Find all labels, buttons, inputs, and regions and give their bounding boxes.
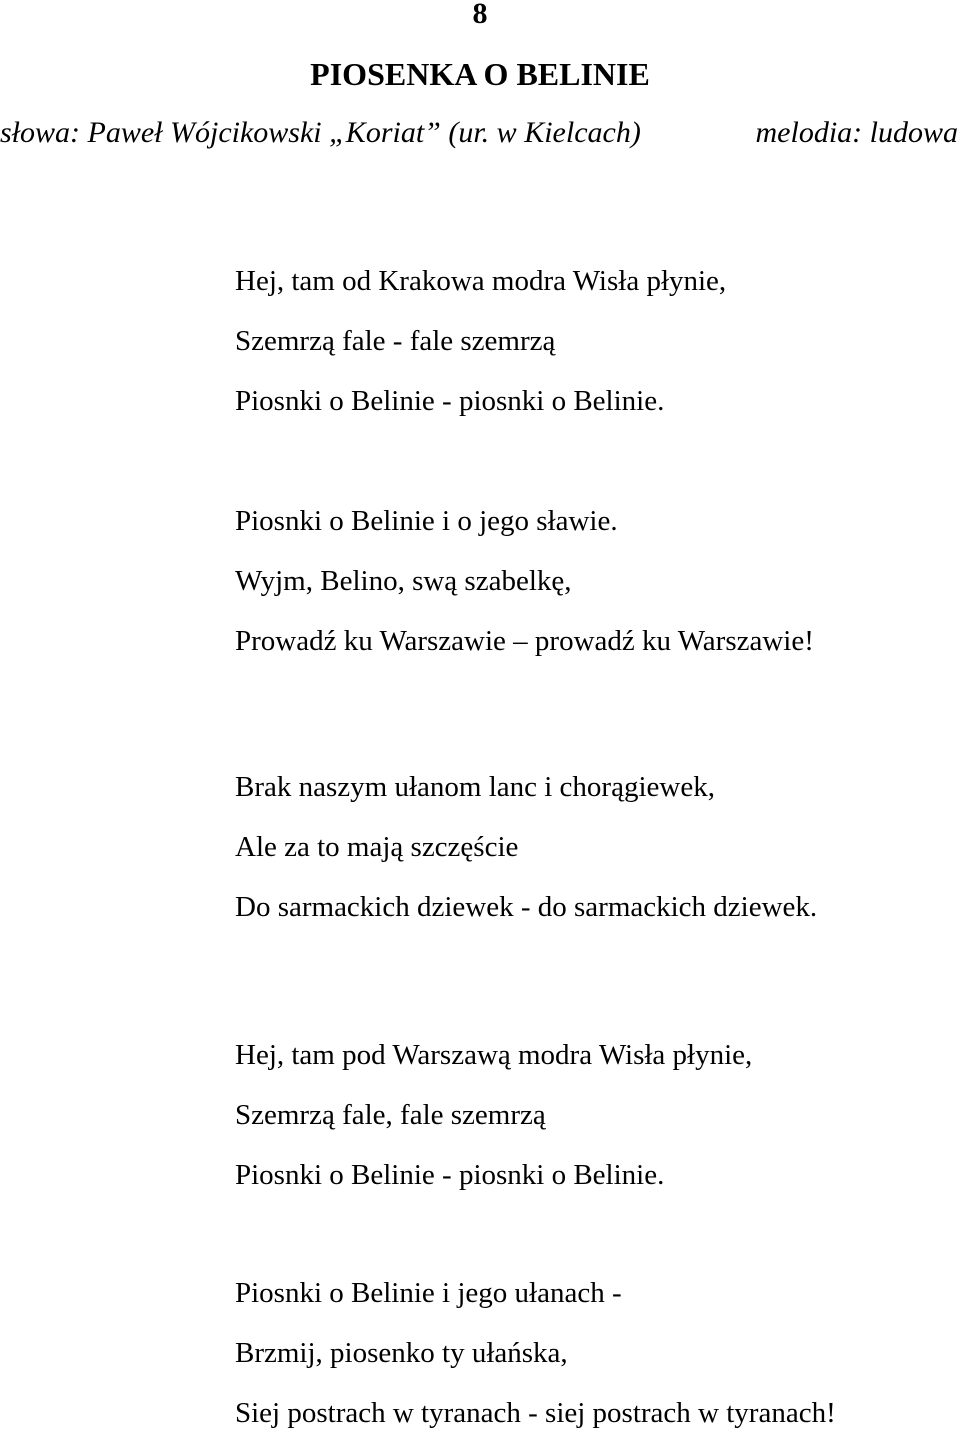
stanza-4 <box>235 1025 752 1205</box>
stanza-3 <box>235 757 817 937</box>
verse-line: Szemrzą fale - fale szemrzą <box>235 325 556 357</box>
verse-line: Wyjm, Belino, swą szabelkę, <box>235 565 572 597</box>
verse-line: Piosnki o Belinie i jego ułanach - <box>235 1277 622 1309</box>
melody-credit: melodia: ludowa <box>755 116 958 149</box>
stanza-1 <box>235 251 726 431</box>
stanza-5 <box>235 1263 836 1443</box>
verse-line: Siej postrach w tyranach - siej postrach w tyranach! <box>235 1397 836 1429</box>
lyrics-credit: słowa: Paweł Wójcikowski „Koriat” (ur. w Kielcach) <box>0 116 641 149</box>
verse-line: Piosnki o Belinie - piosnki o Belinie. <box>235 1159 665 1191</box>
verse-line: Brzmij, piosenko ty ułańska, <box>235 1337 568 1369</box>
verse-line: Ale za to mają szczęście <box>235 831 519 863</box>
verse-line: Hej, tam od Krakowa modra Wisła płynie, <box>235 265 727 297</box>
verse-line: Hej, tam pod Warszawą modra Wisła płynie, <box>235 1039 753 1071</box>
page-number: 8 <box>472 0 488 30</box>
verse-line: Szemrzą fale, fale szemrzą <box>235 1099 546 1131</box>
verse-line: Prowadź ku Warszawie – prowadź ku Warszawie! <box>235 625 814 657</box>
verse-line: Piosnki o Belinie - piosnki o Belinie. <box>235 385 665 417</box>
stanza-2 <box>235 491 814 671</box>
verse-line: Piosnki o Belinie i o jego sławie. <box>235 505 618 537</box>
verse-line: Brak naszym ułanom lanc i chorągiewek, <box>235 771 715 803</box>
verse-line: Do sarmackich dziewek - do sarmackich dziewek. <box>235 891 818 923</box>
song-title: PIOSENKA O BELINIE <box>310 56 650 92</box>
